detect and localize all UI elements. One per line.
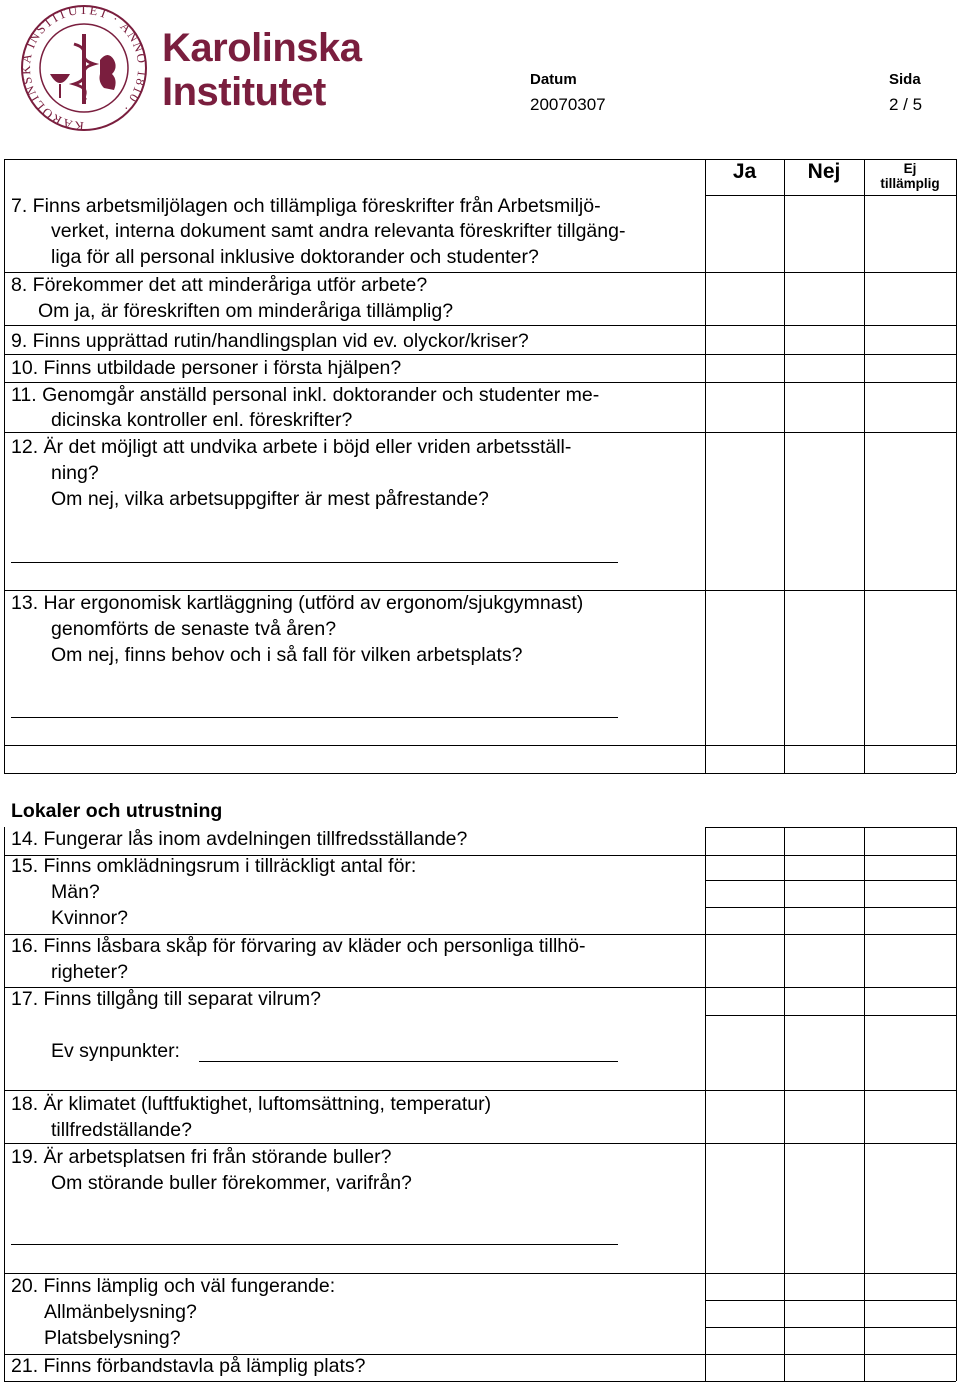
section-heading: Lokaler och utrustning [11, 800, 223, 822]
question-8-line2: Om ja, är föreskriften om minderåriga tillämplig? [38, 300, 454, 322]
answer-line-13[interactable] [11, 717, 618, 718]
page-value: 2 / 5 [889, 95, 923, 114]
column-header-no: Nej [807, 160, 841, 183]
question-13-line2: genomförts de senaste två åren? [51, 618, 337, 640]
question-14: 14. Fungerar lås inom avdelningen tillfredsställande? [11, 828, 468, 850]
question-18-line1: 18. Är klimatet (luftfuktighet, luftomsättning, temperatur) [11, 1093, 492, 1115]
column-header-not-applicable [864, 161, 956, 191]
question-13-line1: 13. Har ergonomisk kartläggning (utförd av ergonom/sjukgymnast) [11, 592, 584, 614]
question-15-line1: 15. Finns omklädningsrum i tillräckligt antal för: [11, 855, 417, 877]
column-header-na-line1: Ej [903, 161, 917, 176]
question-17: 17. Finns tillgång till separat vilrum? [11, 988, 321, 1010]
question-18-line2: tillfredställande? [51, 1119, 192, 1141]
question-20-line1: 20. Finns lämplig och väl fungerande: [11, 1275, 336, 1297]
page-label: Sida [889, 71, 921, 88]
question-9: 9. Finns upprättad rutin/handlingsplan vid ev. olyckor/kriser? [11, 330, 529, 352]
question-21: 21. Finns förbandstavla på lämplig plats? [11, 1355, 366, 1377]
column-header-yes: Ja [732, 160, 757, 183]
question-16-line1: 16. Finns låsbara skåp för förvaring av kläder och personliga tillhö- [11, 935, 586, 957]
question-12-line3: Om nej, vilka arbetsuppgifter är mest påfrestande? [51, 488, 489, 510]
column-header-na-line2: tillämplig [880, 176, 940, 191]
logo-name-line1: Karolinska [162, 26, 362, 70]
question-12-line2: ning? [51, 462, 99, 484]
question-7-line3: liga för all personal inklusive doktorander och studenter? [51, 246, 539, 268]
question-12-line1: 12. Är det möjligt att undvika arbete i böjd eller vriden arbetsställ- [11, 436, 572, 458]
date-value: 20070307 [530, 95, 606, 114]
comments-line[interactable] [199, 1061, 618, 1062]
question-15-men: Män? [51, 881, 100, 903]
question-8-line1: 8. Förekommer det att minderåriga utför arbete? [11, 274, 428, 296]
seal-ring-text: KAROLINSKA INSTITUTET · ANNO 1810 · [17, 1, 151, 135]
question-7-line2: verket, interna dokument samt andra relevanta föreskrifter tillgäng- [51, 220, 626, 242]
question-11-line1: 11. Genomgår anställd personal inkl. doktorander och studenter me- [11, 384, 600, 406]
date-label: Datum [530, 71, 577, 88]
question-13-line3: Om nej, finns behov och i så fall för vilken arbetsplats? [51, 644, 523, 666]
question-20-task-lighting: Platsbelysning? [44, 1327, 181, 1349]
question-20-general-lighting: Allmänbelysning? [44, 1301, 197, 1323]
question-10: 10. Finns utbildade personer i första hjälpen? [11, 357, 402, 379]
answer-line-12[interactable] [11, 562, 618, 563]
answer-line-19[interactable] [11, 1244, 618, 1245]
question-15-women: Kvinnor? [51, 907, 128, 929]
question-19-line1: 19. Är arbetsplatsen fri från störande buller? [11, 1146, 392, 1168]
question-11-line2: dicinska kontroller enl. föreskrifter? [51, 409, 353, 431]
question-16-line2: righeter? [51, 961, 128, 983]
logo-name-line2: Institutet [162, 70, 326, 114]
question-19-line2: Om störande buller förekommer, varifrån? [51, 1172, 412, 1194]
question-7-line1: 7. Finns arbetsmiljölagen och tillämpliga föreskrifter från Arbetsmiljö- [11, 195, 601, 217]
comments-label: Ev synpunkter: [51, 1040, 180, 1062]
